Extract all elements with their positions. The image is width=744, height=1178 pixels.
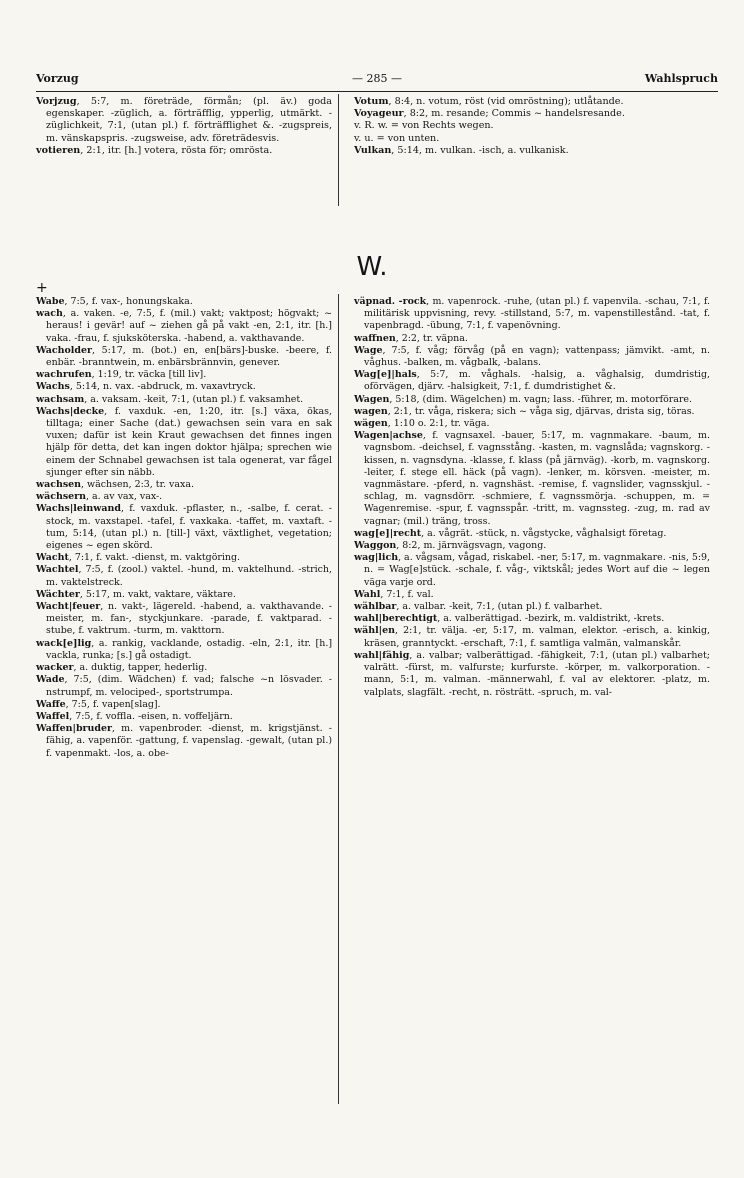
entry: wagen, 2:1, tr. våga, riskera; sich ~ våga sig, djärvas, drista sig, töras. [354,405,695,417]
entry: Waffen|bruder, m. vapenbroder. -dienst, m. krigstjänst. -fähig, a. vapenför. -gattung, f. vapenslag. -gewalt, (utan pl.) f. vapenmakt. -los, a. obe- [36,723,332,759]
main-right-column [354,296,710,699]
main-column-divider [338,294,339,1104]
entry: Wade, 7:5, (dim. Wädchen) f. vad; falsche ~n lösvader. -nstrumpf, m. velociped-, sportstrumpa. [36,674,332,698]
entry: wächsern, a. av vax, vax-. [36,491,163,503]
entry: väpnad. -rock, m. vapenrock. -ruhe, (utan pl.) f. vapenvila. -schau, 7:1, f. militärisk uppvisning, revy. -stillstand, 5:7, m. vapenstillestånd. -tat, f. vapenbragd. -übung, 7:1, f. vapenövning. [354,296,710,332]
entry: Waggon, 8:2, m. järnvägsvagn, vagong. [354,540,547,552]
entry: Voyageur, 8:2, m. resande; Commis ~ handelsresande. [354,108,625,120]
top-left-column [36,96,332,157]
entry: wählbar, a. valbar. -keit, 7:1, (utan pl.) f. valbarhet. [354,601,603,613]
entry: votieren, 2:1, itr. [h.] votera, rösta för; omrösta. [36,144,273,156]
entry: Vulkan, 5:14, m. vulkan. -isch, a. vulkanisk. [354,144,569,156]
entry: wachrufen, 1:19, tr. väcka [till liv]. [36,369,207,381]
entry: wahl|berechtigt, a. valberättigad. -bezirk, m. valdistrikt, -krets. [354,613,665,625]
entry: Wacht, 7:1, f. vakt. -dienst, m. vaktgöring. [36,552,241,564]
entry: wacker, a. duktig, tapper, hederlig. [36,662,208,674]
page-number: — 285 — [352,72,402,85]
entry: Wag[e]|hals, 5:7, m. våghals. -halsig, a. våghalsig, dumdristig, oförvägen, djärv. -halsigkeit, 7:1, f. dumdristighet &. [354,369,710,393]
entry: wach, a. vaken. -e, 7:5, f. (mil.) vakt; vaktpost; högvakt; ~ heraus! i gevär! auf ~ ziehen gå på vakt -en, 2:1, itr. [h.] vaka. -frau, f. sjuksköterska. -habend, a. vakthavande. [36,308,332,344]
header-left-guideword: Vorzug [36,72,79,85]
header-right-guideword: Wahlspruch [644,72,718,85]
entry: wag[e]|recht, a. vågrät. -stück, n. vågstycke, våghalsigt företag. [354,527,667,539]
entry: Wabe, 7:5, f. vax-, honungskaka. [36,296,193,307]
entry: Wagen, 5:18, (dim. Wägelchen) m. vagn; lass. -führer, m. motorförare. [354,393,693,405]
entry: v. R. w. = von Rechts wegen. [354,120,494,132]
entry: Wächter, 5:17, m. vakt, vaktare, väktare. [36,588,236,600]
entry: wahl|fähig, a. valbar; valberättigad. -fähigkeit, 7:1, (utan pl.) valbarhet; valrätt. -fürst, m. valfurste; kurfurste. -körper, m. valkorporation. -mann, 5:1, m. valman. -männerwahl, f. val av elektorer. -platz, m. valplats, slagfält. -recht, n. rösträtt. -spruch, m. val- [354,649,710,698]
entry: Wahl, 7:1, f. val. [354,588,434,600]
entry: Wachs|decke, f. vaxduk. -en, 1:20, itr. [s.] växa, ökas, tilltaga; einer Sache (dat.) gewachsen sein vara en sak vuxen; dafür ist kein Kraut gewachsen det finnes ingen hjälp för detta, det kan ingen doktor hjälpa; sprechen wie einem der Schnabel gewachsen ist tala ogenerat, var fågel sjunger efter sin näbb. [36,405,332,478]
entry: Wachs, 5:14, n. vax. -abdruck, m. vaxavtryck. [36,381,256,393]
entry: Wacholder, 5:17, m. (bot.) en, en[bärs]-buske. -beere, f. enbär. -branntwein, m. enbärsbrännvin, genever. [36,344,332,369]
entry: Votum, 8:4, n. votum, röst (vid omröstning); utlåtande. [354,96,624,107]
entry: Vorjzug, 5:7, m. företräde, förmån; (pl. äv.) goda egenskaper. -züglich, a. förträfflig, ypperlig, utmärkt. -züglichkeit, 7:1, (utan pl.) f. förträfflighet &. -zugspreis, m. vänskapspris. -zugsweise, adv. företrädesvis. [36,96,332,144]
entry: Waffe, 7:5, f. vapen[slag]. [36,698,161,710]
entry: wachsen, wächsen, 2:3, tr. vaxa. [36,479,194,491]
entry: Wage, 7:5, f. våg; förvåg (på en vagn); vattenpass; jämvikt. -amt, n. våghus. -balken, m. vågbalk, -balans. [354,344,710,369]
entry: waffnen, 2:2, tr. väpna. [354,332,468,344]
page-header [36,72,718,88]
entry: Waffel, 7:5, f. voffla. -eisen, n. voffeljärn. [36,710,233,722]
entry: wag|lich, a. vågsam, vågad, riskabel. -ner, 5:17, m. vagnmakare. -nis, 5:9, n. = Wag[e]stück. -schale, f. våg-, viktskål; jedes Wort auf die ~ legen väga varje ord. [354,552,711,588]
entry: wägen, 1:10 o. 2:1, tr. väga. [354,418,490,430]
top-column-divider [338,94,339,206]
main-left-column [36,296,332,760]
top-right-column [354,96,710,157]
entry: v. u. = von unten. [354,132,440,144]
entry: Wagen|achse, f. vagnsaxel. -bauer, 5:17, m. vagnmakare. -baum, m. vagnsbom. -deichsel, f. vagnsstång. -kasten, m. vagnslåda; vagnskorg. -kissen, n. vagnsdyna. -klasse, f. klass (på järnväg). -korb, m. vagnskorg. -leiter, f. stege ell. häck (på vagn). -lenker, m. körsven. -meister, m. vagnmästare. -pferd, n. vagnshäst. -remise, f. vagnslider, vagnsskjul. -schlag, m. vagnsdörr. -schmiere, f. vagnssmörja. -schuppen, m. = Wagenremise. -spur, f. vagnsspår. -tritt, m. vagnssteg. -zug, m. rad av vagnar; (mil.) träng, tross. [354,430,710,527]
entry: Wacht|feuer, n. vakt-, lägereld. -habend, a. vakthavande. -meister, m. fan-, styckjunkare. -parade, f. vaktparad. -stube, f. vaktrum. -turm, m. vakttorn. [36,601,332,637]
section-letter: W. [356,252,388,282]
entry: wähl|en, 2:1, tr. välja. -er, 5:17, m. valman, elektor. -erisch, a. kinkig, kräsen, granntyckt. -erschaft, 7:1, f. samtliga valmän, valmanskår. [354,625,710,649]
margin-plus-mark: + [36,280,48,296]
header-rule [36,91,718,92]
entry: Wachs|leinwand, f. vaxduk. -pflaster, n., -salbe, f. cerat. -stock, m. vaxstapel. -tafel, f. vaxkaka. -taffet, m. vaxtaft. -tum, 5:14, (utan pl.) n. [till-] växt, växtlighet, vegetation; eigenes ~ egen skörd. [36,503,332,552]
entry: wachsam, a. vaksam. -keit, 7:1, (utan pl.) f. vaksamhet. [36,393,304,405]
entry: Wachtel, 7:5, f. (zool.) vaktel. -hund, m. vaktelhund. -strich, m. vaktelstreck. [36,564,332,588]
entry: wack[e]lig, a. rankig, vacklande, ostadig. -eln, 2:1, itr. [h.] vackla, runka; [s.] gå ostadigt. [36,637,332,661]
